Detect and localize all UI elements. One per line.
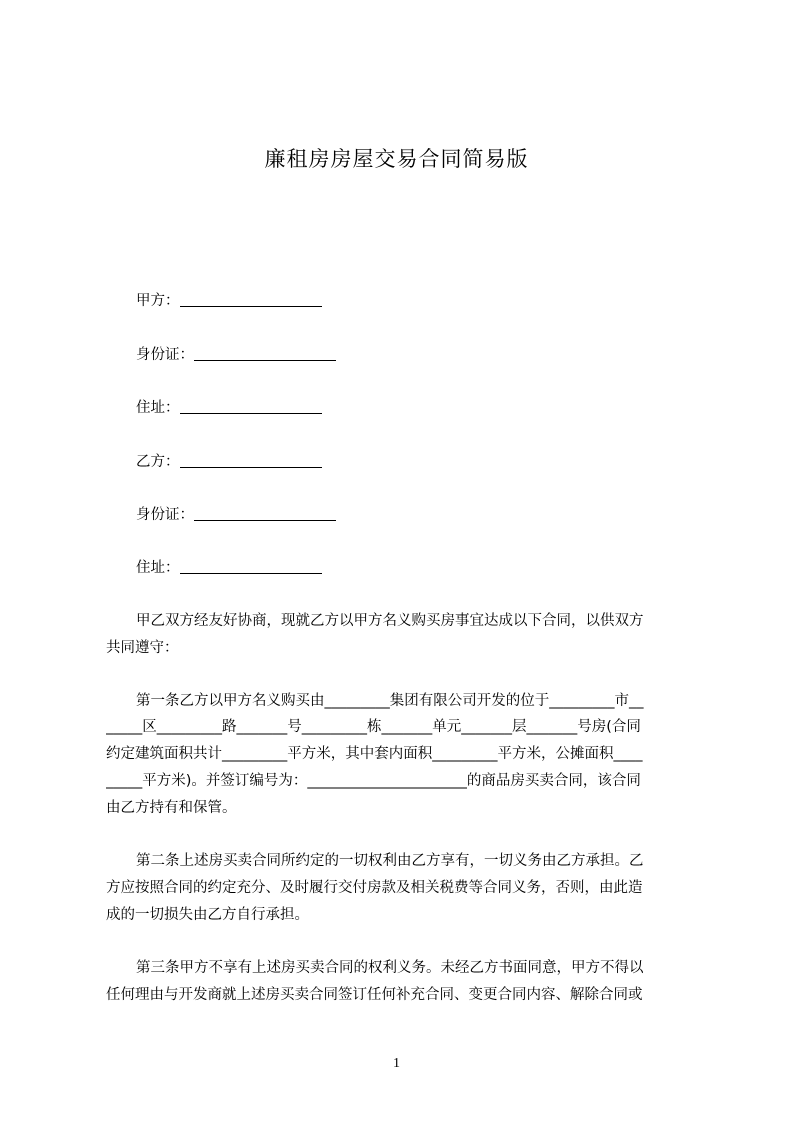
party-b-id-field [136, 505, 336, 525]
article1-line: 由乙方持有和保管。 [106, 800, 237, 816]
article1-line: _____平方米)。并签订编号为：______________________的商品房买卖合同，该合同 [106, 773, 641, 789]
intro-line: 甲乙双方经友好协商，现就乙方以甲方名义购买房事宜达成以下合同，以供双方 [136, 613, 644, 629]
party-b-field [136, 452, 322, 472]
party-b-address-blank [180, 559, 322, 574]
article3-line: 任何理由与开发商就上述房买卖合同签订任何补充合同、变更合同内容、解除合同或 [106, 987, 643, 1003]
party-b-address-field [136, 558, 322, 578]
intro-line: 共同遵守： [106, 640, 179, 656]
party-a-blank [180, 292, 322, 307]
party-a-id-blank [194, 346, 336, 361]
party-b-label: 乙方： [136, 454, 180, 470]
article1-line: 约定建筑面积共计_________平方米，其中套内面积_________平方米，公摊面积____ [106, 746, 643, 762]
party-a-address-field [136, 398, 322, 418]
party-a-field [136, 291, 322, 311]
party-a-label: 甲方： [136, 293, 180, 309]
party-b-id-blank [194, 506, 336, 521]
article3-line: 第三条甲方不享有上述房买卖合同的权利义务。未经乙方书面同意，甲方不得以 [136, 960, 644, 976]
document-title: 廉租房房屋交易合同简易版 [264, 147, 529, 171]
party-a-id-label: 身份证： [136, 347, 194, 363]
page-number: 1 [393, 1056, 400, 1071]
party-b-blank [180, 453, 322, 468]
party-a-address-blank [180, 399, 322, 414]
article2-line: 第二条上述房买卖合同所约定的一切权利由乙方享有，一切义务由乙方承担。乙 [136, 853, 644, 869]
article1-line: _____区_________路_______号_________栋_______单元_______层_______号房(合同 [106, 719, 641, 735]
article2-line: 方应按照合同的约定充分、及时履行交付房款及相关税费等合同义务，否则，由此造 [106, 880, 643, 896]
article2-line: 成的一切损失由乙方自行承担。 [106, 907, 309, 923]
article1-line: 第一条乙方以甲方名义购买由_________集团有限公司开发的位于_________市__ [136, 693, 644, 709]
party-a-id-field [136, 345, 336, 365]
party-a-address-label: 住址： [136, 400, 180, 416]
party-b-id-label: 身份证： [136, 507, 194, 523]
party-b-address-label: 住址： [136, 560, 180, 576]
